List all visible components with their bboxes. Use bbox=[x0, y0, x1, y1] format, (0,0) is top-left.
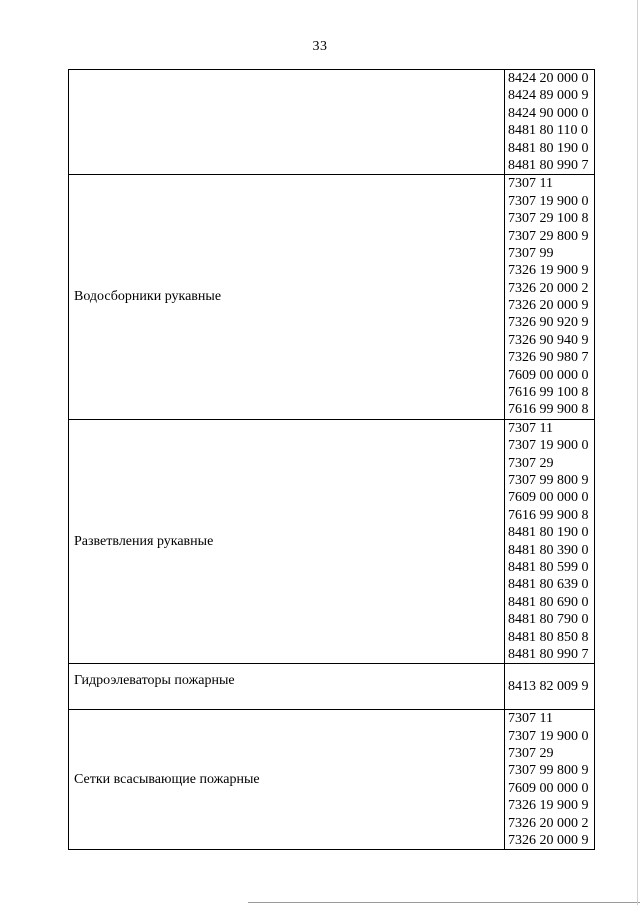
tnved-code: 7307 29 100 8 bbox=[508, 211, 589, 227]
product-code-table bbox=[68, 69, 595, 850]
tnved-code: 7307 11 bbox=[508, 711, 553, 727]
tnved-code: 7307 29 800 9 bbox=[508, 228, 589, 244]
tnved-code: 7307 19 900 0 bbox=[508, 728, 589, 744]
table-row bbox=[69, 419, 595, 663]
tnved-code: 7616 99 100 8 bbox=[508, 385, 589, 401]
tnved-code: 7326 19 900 9 bbox=[508, 798, 589, 814]
tnved-code: 7307 29 bbox=[508, 455, 554, 471]
tnved-code: 7326 20 000 9 bbox=[508, 298, 589, 314]
tnved-code: 7609 00 000 0 bbox=[508, 780, 589, 796]
table-row bbox=[69, 175, 595, 419]
tnved-code: 7307 99 800 9 bbox=[508, 763, 589, 779]
tnved-code: 8481 80 850 8 bbox=[508, 629, 589, 645]
tnved-codes-cell bbox=[505, 664, 595, 710]
tnved-code: 8481 80 990 7 bbox=[508, 646, 589, 662]
tnved-code: 7307 11 bbox=[508, 176, 553, 192]
tnved-code: 7326 90 940 9 bbox=[508, 332, 589, 348]
tnved-code: 8481 80 190 0 bbox=[508, 140, 589, 156]
product-name: Водосборники рукавные bbox=[74, 289, 222, 305]
product-name-cell bbox=[69, 419, 505, 663]
tnved-code: 8481 80 690 0 bbox=[508, 594, 589, 610]
tnved-codes-cell bbox=[505, 419, 595, 663]
tnved-code: 7609 00 000 0 bbox=[508, 367, 589, 383]
tnved-code: 7326 20 000 2 bbox=[508, 280, 589, 296]
tnved-codes-cell bbox=[505, 70, 595, 175]
product-name-cell bbox=[69, 70, 505, 175]
tnved-code: 8424 89 000 9 bbox=[508, 88, 589, 104]
tnved-code: 7307 99 bbox=[508, 245, 554, 261]
table-row bbox=[69, 710, 595, 850]
tnved-codes-cell bbox=[505, 710, 595, 850]
tnved-code: 7307 19 900 0 bbox=[508, 438, 589, 454]
tnved-code: 7307 99 800 9 bbox=[508, 472, 589, 488]
page-number: 33 bbox=[312, 39, 328, 54]
table-row bbox=[69, 70, 595, 175]
tnved-code: 8424 20 000 0 bbox=[508, 71, 589, 86]
tnved-code: 7307 19 900 0 bbox=[508, 193, 589, 209]
tnved-code: 7307 11 bbox=[508, 420, 553, 436]
tnved-code: 7326 19 900 9 bbox=[508, 263, 589, 279]
product-name-cell bbox=[69, 664, 505, 710]
tnved-code: 7616 99 900 8 bbox=[508, 402, 589, 418]
tnved-code: 8481 80 599 0 bbox=[508, 559, 589, 575]
tnved-code: 8481 80 110 0 bbox=[508, 123, 588, 139]
product-name: Сетки всасывающие пожарные bbox=[74, 771, 260, 787]
tnved-code: 7609 00 000 0 bbox=[508, 490, 589, 506]
tnved-code: 7326 90 920 9 bbox=[508, 315, 589, 331]
tnved-code: 7307 29 bbox=[508, 746, 554, 762]
tnved-code: 7326 90 980 7 bbox=[508, 350, 589, 366]
scan-edge-mark bbox=[637, 0, 638, 905]
table-body bbox=[69, 70, 595, 850]
tnved-code: 8424 90 000 0 bbox=[508, 105, 589, 121]
tnved-codes-cell bbox=[505, 175, 595, 419]
product-name: Разветвления рукавные bbox=[74, 533, 214, 549]
tnved-code: 8481 80 390 0 bbox=[508, 542, 589, 558]
tnved-code: 7326 20 000 2 bbox=[508, 815, 589, 831]
tnved-code: 7326 20 000 9 bbox=[508, 833, 589, 849]
product-name-cell bbox=[69, 175, 505, 419]
table-row bbox=[69, 664, 595, 710]
product-name-cell bbox=[69, 710, 505, 850]
tnved-code: 8481 80 190 0 bbox=[508, 525, 589, 541]
product-name: Гидроэлеваторы пожарные bbox=[74, 673, 235, 689]
scan-edge-mark bbox=[248, 902, 640, 903]
tnved-code: 8413 82 009 9 bbox=[508, 679, 589, 695]
tnved-code: 8481 80 990 7 bbox=[508, 157, 589, 173]
tnved-code: 8481 80 639 0 bbox=[508, 577, 589, 593]
tnved-code: 7616 99 900 8 bbox=[508, 507, 589, 523]
tnved-code: 8481 80 790 0 bbox=[508, 612, 589, 628]
